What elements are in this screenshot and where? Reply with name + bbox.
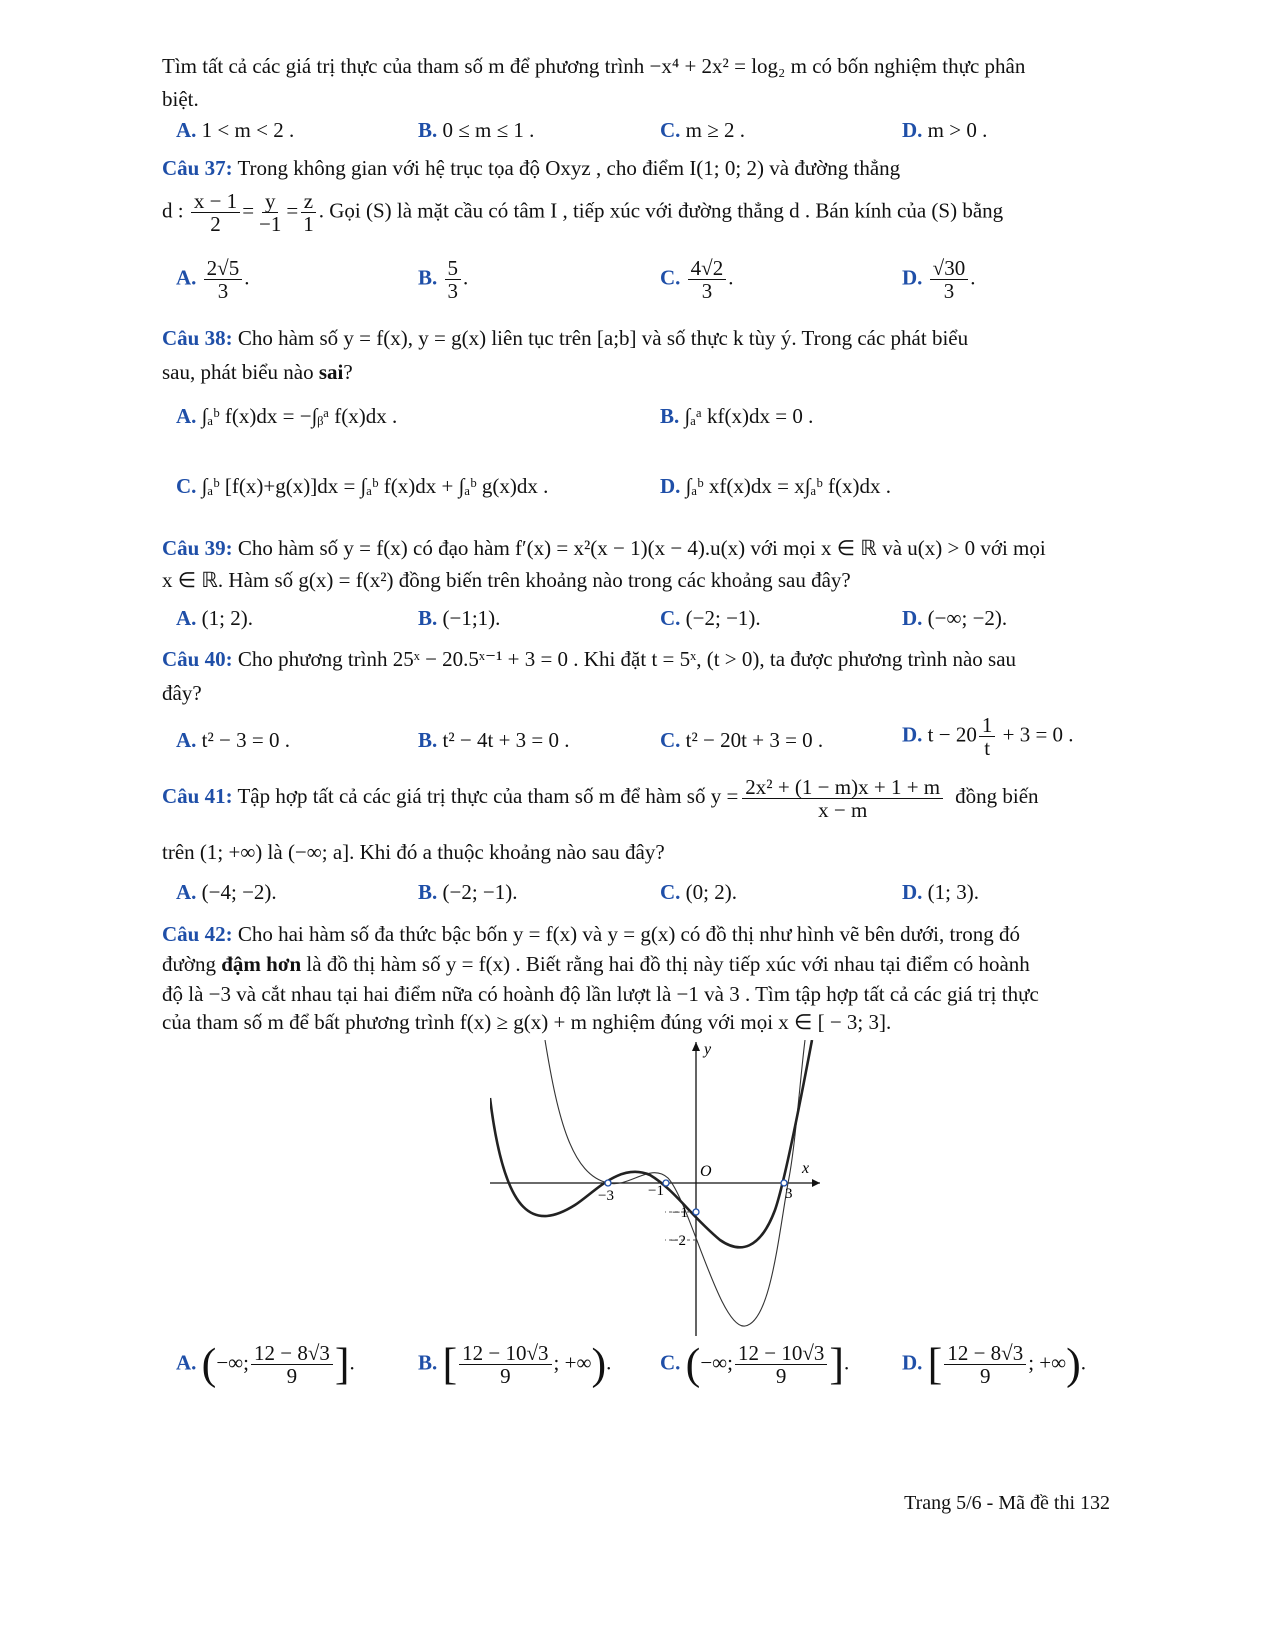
- q41-line1: Câu 41: Tập hợp tất cả các giá trị thực của tham số m để hàm số y = $\frac{\text{2x² + (1 − m)x + 1 + m}}{x - m}$ đồng biến: [162, 774, 1039, 822]
- point-xm3: [605, 1180, 611, 1186]
- q42-graph: [490, 1040, 830, 1340]
- q39-option-d[interactable]: D. (−∞; −2).: [902, 606, 1008, 630]
- q42-option-c[interactable]: C. (−∞; $\frac{12 - 10√3}{9}$ ].: [660, 1339, 850, 1389]
- x-axis-label: x: [802, 1160, 810, 1177]
- tick-label-x3: 3: [785, 1186, 793, 1202]
- line-eq-fraction-3: $\frac{z}{1}$: [300, 190, 317, 235]
- origin-label: O: [700, 1163, 712, 1180]
- q37-option-b[interactable]: B. $\frac{5}{3}$ .: [418, 256, 469, 304]
- q41-function-fraction: $\frac{\text{2x² + (1 − m)x + 1 + m}}{x - m}$: [742, 776, 943, 821]
- q39-option-b[interactable]: B. (−1;1).: [418, 606, 501, 630]
- q41-option-d[interactable]: D. (1; 3).: [902, 880, 979, 904]
- q40-line2: đây?: [162, 681, 202, 705]
- q42-option-b[interactable]: B. [ $\frac{12 - 10√3}{9}$ ; +∞).: [418, 1339, 612, 1389]
- q41-option-b[interactable]: B. (−2; −1).: [418, 880, 518, 904]
- page-footer: Trang 5/6 - Mã đề thi 132: [904, 1492, 1110, 1514]
- line-eq-fraction-1: $\frac{x - 1}{2}$: [191, 190, 240, 235]
- q37-option-d[interactable]: D. $\frac{√30}{3}$ .: [902, 256, 976, 304]
- q42-line4: của tham số m để bất phương trình f(x) ≥ g(x) + m nghiệm đúng với mọi x ∈ [ − 3; 3].: [162, 1010, 892, 1034]
- q42-line3: độ là −3 và cắt nhau tại hai điểm nữa có hoành độ lần lượt là −1 và 3 . Tìm tập hợp tất cả các giá trị thực: [162, 982, 1039, 1006]
- q36-line2: biệt.: [162, 87, 199, 111]
- y-axis-arrow: [692, 1042, 700, 1051]
- q38-option-b[interactable]: B. ∫ₐᵃ kf(x)dx = 0 .: [660, 404, 814, 428]
- q39-line1: Câu 39: Cho hàm số y = f(x) có đạo hàm f′(x) = x²(x − 1)(x − 4).u(x) với mọi x ∈ ℝ và u(x) > 0 với mọi: [162, 536, 1046, 560]
- f-curve: [490, 1040, 812, 1247]
- q41-line2: trên (1; +∞) là (−∞; a]. Khi đó a thuộc khoảng nào sau đây?: [162, 840, 665, 864]
- q40-option-c[interactable]: C. t² − 20t + 3 = 0 .: [660, 728, 824, 752]
- tick-label-xm1: −1: [648, 1183, 664, 1199]
- q42-line2: đường đậm hơn là đồ thị hàm số y = f(x) . Biết rằng hai đồ thị này tiếp xúc với nhau tại điểm có hoành: [162, 952, 1030, 976]
- q40-option-a[interactable]: A. t² − 3 = 0 .: [176, 728, 290, 752]
- q42-option-a[interactable]: A. (−∞; $\frac{12 - 8√3}{9}$ ].: [176, 1339, 355, 1389]
- tick-label-xm3: −3: [598, 1188, 614, 1204]
- q42-option-d[interactable]: D. [ $\frac{12 - 8√3}{9}$ ; +∞).: [902, 1339, 1087, 1389]
- q37-line1: Câu 37: Trong không gian với hệ trục tọa độ Oxyz , cho điểm I(1; 0; 2) và đường thẳng: [162, 156, 901, 180]
- q39-option-a[interactable]: A. (1; 2).: [176, 606, 253, 630]
- q38-line1: Câu 38: Cho hàm số y = f(x), y = g(x) liên tục trên [a;b] và số thực k tùy ý. Trong các phát biểu: [162, 326, 969, 350]
- q36-line1: Tìm tất cả các giá trị thực của tham số m để phương trình −x⁴ + 2x² = log₂ m có bốn nghiệm thực phân: [162, 54, 1026, 78]
- q36-option-b[interactable]: B. 0 ≤ m ≤ 1 .: [418, 118, 535, 142]
- line-eq-fraction-2: $\frac{y}{-1}$: [259, 189, 282, 237]
- q41-option-a[interactable]: A. (−4; −2).: [176, 880, 277, 904]
- tick-label-ym2: −2: [670, 1233, 686, 1249]
- tick-label-ym1: −1: [672, 1205, 688, 1221]
- q38-option-d[interactable]: D. ∫ₐᵇ xf(x)dx = x∫ₐᵇ f(x)dx .: [660, 474, 891, 498]
- q39-line2: x ∈ ℝ. Hàm số g(x) = f(x²) đồng biến trên khoảng nào trong các khoảng sau đây?: [162, 568, 851, 592]
- q39-option-c[interactable]: C. (−2; −1).: [660, 606, 761, 630]
- point-ym1: [693, 1209, 699, 1215]
- q41-option-c[interactable]: C. (0; 2).: [660, 880, 737, 904]
- x-axis-arrow: [812, 1179, 820, 1187]
- q36-option-a[interactable]: A. 1 < m < 2 .: [176, 118, 295, 142]
- q38-line2: sau, phát biểu nào sai?: [162, 360, 353, 384]
- q36-option-d[interactable]: D. m > 0 .: [902, 118, 988, 142]
- q38-option-c[interactable]: C. ∫ₐᵇ [f(x)+g(x)]dx = ∫ₐᵇ f(x)dx + ∫ₐᵇ g(x)dx .: [176, 474, 549, 498]
- q40-line1: Câu 40: Cho phương trình 25ˣ − 20.5ˣ⁻¹ + 3 = 0 . Khi đặt t = 5ˣ, (t > 0), ta được phương trình nào sau: [162, 647, 1017, 671]
- q36-option-c[interactable]: C. m ≥ 2 .: [660, 118, 746, 142]
- q40-option-b[interactable]: B. t² − 4t + 3 = 0 .: [418, 728, 570, 752]
- q37-line2: d : $\frac{x - 1}{2}$ = $\frac{y}{-1}$ = $\frac{z}{1}$ . Gọi (S) là mặt cầu có tâm I , tiếp xúc với đường thẳng d . Bán kính của (S) bằng: [162, 189, 1004, 237]
- y-axis-label: y: [704, 1041, 712, 1058]
- q42-line1: Câu 42: Cho hai hàm số đa thức bậc bốn y = f(x) và y = g(x) có đồ thị như hình vẽ bên dưới, trong đó: [162, 922, 1021, 946]
- q37-option-a[interactable]: A. $\frac{2√5}{3}$ .: [176, 256, 250, 304]
- q38-option-a[interactable]: A. ∫ₐᵇ f(x)dx = −∫ᵦᵃ f(x)dx .: [176, 404, 398, 428]
- q40-option-d[interactable]: D. t − 20 $\frac{1}{t}$ + 3 = 0 .: [902, 713, 1074, 761]
- q37-option-c[interactable]: C. $\frac{4√2}{3}$ .: [660, 256, 734, 304]
